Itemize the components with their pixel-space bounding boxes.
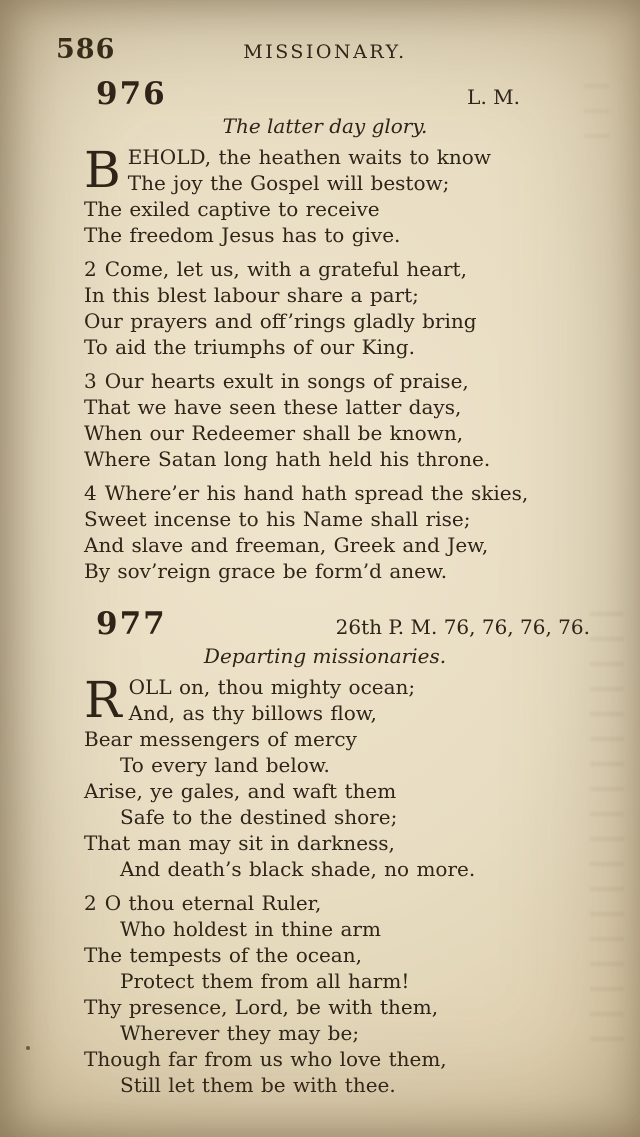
- verse-line: [84, 726, 594, 752]
- drop-cap-letter: R: [84, 671, 122, 729]
- verse-line-text: Thy presence, Lord, be with them,: [84, 995, 439, 1019]
- verse-line: [84, 420, 594, 446]
- verse-line-text: Protect them from all harm!: [120, 969, 410, 993]
- verse-line-text: Where’er his hand hath spread the skies,: [104, 481, 529, 505]
- verse-line: [84, 778, 594, 804]
- verse-line-text: That man may sit in darkness,: [84, 831, 395, 855]
- verse-line-text: In this blest labour share a part;: [84, 283, 419, 307]
- verse-line: [84, 480, 594, 506]
- verse-line-text: Our hearts exult in songs of praise,: [104, 369, 469, 393]
- verse-line: [120, 804, 594, 830]
- verse-line: [84, 144, 594, 170]
- hymns-container: [56, 76, 594, 1098]
- verse-line-text: And slave and freeman, Greek and Jew,: [84, 533, 489, 557]
- verse-line-text: Sweet incense to his Name shall rise;: [84, 507, 471, 531]
- page-header-row: [56, 34, 594, 76]
- verse-line: [84, 446, 594, 472]
- verse-line: [120, 1020, 594, 1046]
- verse: [84, 368, 594, 472]
- verse-line: [120, 916, 594, 942]
- verse-line: [84, 222, 594, 248]
- drop-cap-letter: B: [84, 141, 121, 199]
- verse-line-text: To aid the triumphs of our King.: [84, 335, 415, 359]
- verse-line-text: Our prayers and off’rings gladly bring: [84, 309, 477, 333]
- verse-line-text: Wherever they may be;: [120, 1021, 360, 1045]
- verse-line: [84, 700, 594, 726]
- hymn-meter: 26th P. M. 76, 76, 76, 76.: [335, 615, 590, 639]
- verse-line: [84, 256, 594, 282]
- verse-line: [120, 856, 594, 882]
- verse: [84, 671, 594, 882]
- verse-line-text: Still let them be with thee.: [120, 1073, 396, 1097]
- verse-line-text: Bear messengers of mercy: [84, 727, 357, 751]
- verse-line: [120, 752, 594, 778]
- hymn: [56, 76, 594, 584]
- verse-number: 4: [84, 481, 97, 505]
- hymn-title: The latter day glory.: [222, 114, 428, 138]
- verse-number: 2: [84, 257, 97, 281]
- page-number: 586: [56, 34, 116, 65]
- hymn-number: 976: [96, 76, 167, 112]
- verse-line: [84, 942, 594, 968]
- verse-line-text: Where Satan long hath held his throne.: [84, 447, 491, 471]
- verse-line-text: The joy the Gospel will bestow;: [127, 171, 450, 195]
- verse: [84, 480, 594, 584]
- verse-line: [84, 394, 594, 420]
- verse-line-text: Come, let us, with a grateful heart,: [104, 257, 467, 281]
- verse: [84, 890, 594, 1098]
- page-bleedthrough: [590, 612, 624, 1042]
- hymn-header: [96, 606, 594, 642]
- verse-line: [84, 368, 594, 394]
- verse-line: [84, 994, 594, 1020]
- verse-line-text: Who holdest in thine arm: [120, 917, 381, 941]
- verse-line: [84, 674, 594, 700]
- verse-line: [84, 506, 594, 532]
- verse-line: [84, 830, 594, 856]
- verse-line: [120, 968, 594, 994]
- verse-line: [84, 890, 594, 916]
- verse-line-text: The tempests of the ocean,: [84, 943, 362, 967]
- verse: [84, 141, 594, 248]
- verse-line-text: By sov’reign grace be form’d anew.: [84, 559, 448, 583]
- verse-line: [84, 196, 594, 222]
- verse-line-text: OLL on, thou mighty ocean;: [128, 675, 416, 699]
- verse-line: [84, 558, 594, 584]
- verse-number: 2: [84, 891, 97, 915]
- hymn-number: 977: [96, 606, 167, 642]
- verse-line: [84, 282, 594, 308]
- verse-line-text: The exiled captive to receive: [84, 197, 380, 221]
- hymn-header: [96, 76, 594, 112]
- verse-line: [84, 170, 594, 196]
- verse: [84, 256, 594, 360]
- verse-line-text: To every land below.: [120, 753, 330, 777]
- verse-line: [84, 532, 594, 558]
- verse-line-text: When our Redeemer shall be known,: [84, 421, 464, 445]
- verse-line-text: And, as thy billows flow,: [128, 701, 377, 725]
- verse-line-text: EHOLD, the heathen waits to know: [127, 145, 491, 169]
- verse-line: [120, 1072, 594, 1098]
- running-header: MISSIONARY.: [243, 41, 407, 63]
- verse-line-text: Though far from us who love them,: [84, 1047, 447, 1071]
- verse-line: [84, 308, 594, 334]
- verse-line: [84, 1046, 594, 1072]
- verse-number: 3: [84, 369, 97, 393]
- ink-speck: [26, 1046, 30, 1050]
- hymn-meter: L. M.: [467, 85, 520, 109]
- verse-line-text: That we have seen these latter days,: [84, 395, 462, 419]
- hymn-title: Departing missionaries.: [203, 644, 447, 668]
- verse-line: [84, 334, 594, 360]
- verse-line-text: The freedom Jesus has to give.: [84, 223, 401, 247]
- hymn: [56, 606, 594, 1098]
- verse-line-text: Safe to the destined shore;: [120, 805, 398, 829]
- verse-line-text: And death’s black shade, no more.: [120, 857, 476, 881]
- verse-line-text: Arise, ye gales, and waft them: [84, 779, 397, 803]
- verse-line-text: O thou eternal Ruler,: [104, 891, 322, 915]
